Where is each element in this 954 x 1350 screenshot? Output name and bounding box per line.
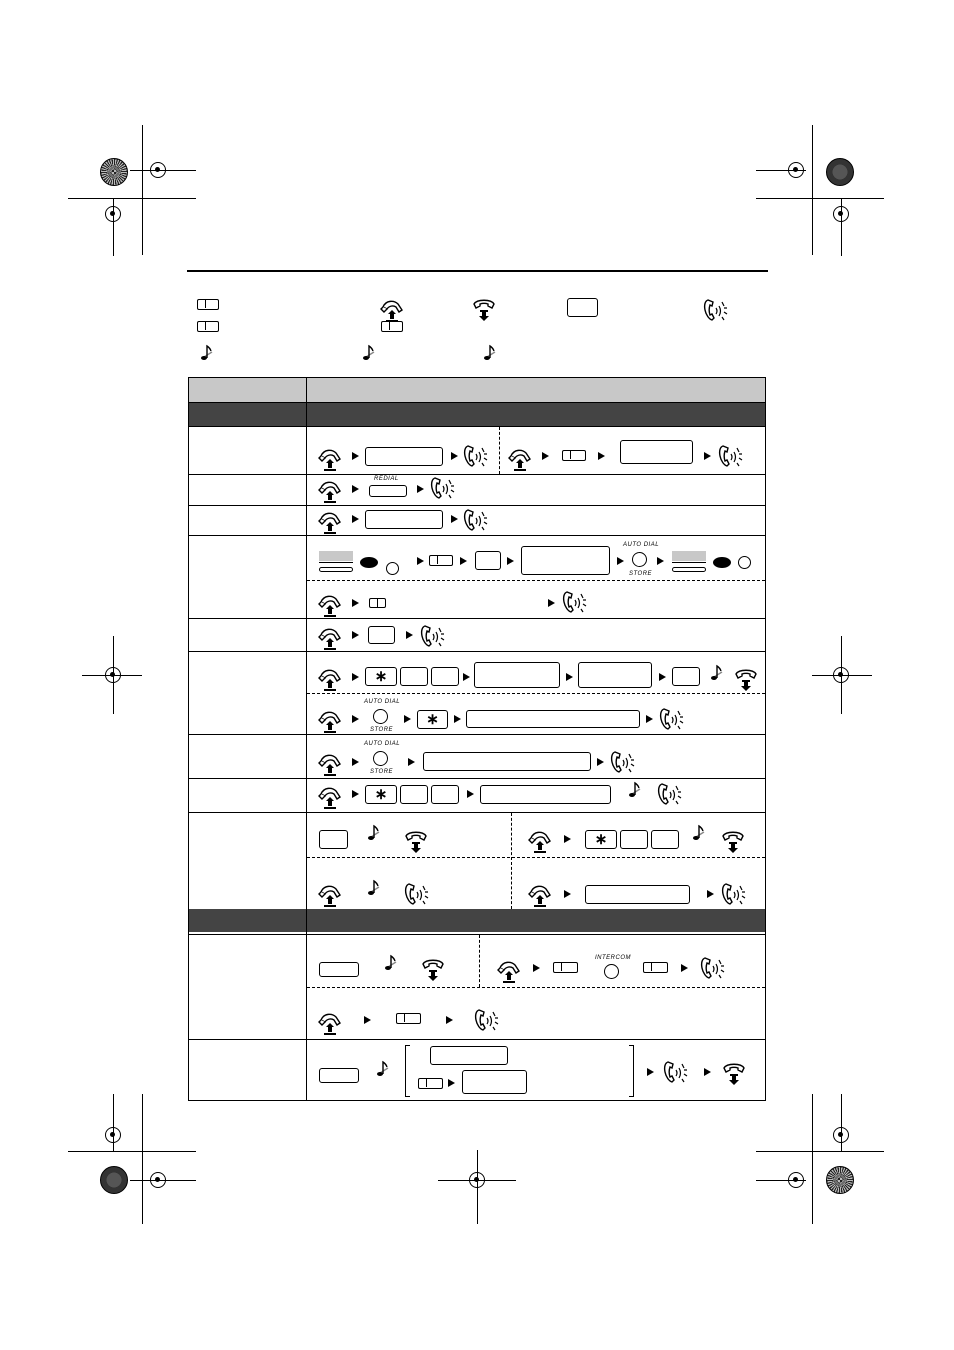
arrow-right-icon [352, 715, 359, 723]
auto-dial-label: AUTO DIAL [623, 542, 660, 548]
talk-icon [663, 1060, 689, 1084]
arrow-right-icon [533, 964, 540, 972]
button-icon [418, 1078, 443, 1089]
talk-icon [420, 624, 446, 648]
on-hook-icon [722, 1062, 746, 1086]
program-switch [319, 567, 353, 572]
confirmation-tone-icon [376, 1059, 390, 1077]
talk-icon [463, 444, 489, 468]
arrow-right-icon [352, 599, 359, 607]
talk-icon [721, 882, 747, 906]
on-hook-icon [734, 668, 758, 692]
on-hook-icon [404, 830, 428, 854]
off-hook-icon [318, 592, 342, 618]
talk-icon [718, 444, 744, 468]
button-icon [396, 1013, 421, 1024]
arrow-right-icon [507, 557, 514, 565]
store-label: STORE [629, 571, 653, 577]
redial-label: REDIAL [374, 476, 399, 482]
arrow-right-icon [364, 1016, 371, 1024]
off-hook-icon [528, 882, 552, 908]
key-icon [368, 626, 395, 644]
key-icon [400, 667, 428, 686]
arrow-right-icon [659, 673, 666, 681]
talk-icon [474, 1008, 500, 1032]
section-bar [189, 909, 765, 932]
number-box [462, 1070, 527, 1094]
arrow-right-icon [597, 758, 604, 766]
arrow-right-icon [657, 557, 664, 565]
auto-dial-label: AUTO DIAL [364, 741, 401, 747]
star-key[interactable]: ∗ [417, 710, 448, 729]
arrow-right-icon [564, 835, 571, 843]
column-separator [306, 378, 307, 1100]
store-label: STORE [370, 769, 394, 775]
star-key[interactable]: ∗ [585, 830, 617, 849]
arrow-right-icon [352, 515, 359, 523]
confirmation-tone-icon [483, 343, 497, 361]
button-icon [369, 598, 386, 608]
arrow-right-icon [704, 1068, 711, 1076]
key-icon [475, 551, 501, 570]
key-icon [319, 830, 348, 849]
button-icon [643, 962, 668, 973]
off-hook-icon [528, 828, 552, 854]
confirmation-tone-icon [362, 343, 376, 361]
off-hook-icon [318, 666, 342, 692]
key-icon [651, 830, 679, 849]
arrow-right-icon [451, 452, 458, 460]
auto-dial-store-button[interactable] [373, 709, 388, 724]
off-hook-icon [318, 784, 342, 810]
indicator-circle [738, 556, 751, 569]
arrow-right-icon [404, 715, 411, 723]
number-box [578, 662, 652, 688]
arrow-right-icon [451, 515, 458, 523]
on-hook-icon [472, 298, 496, 322]
intercom-button[interactable] [604, 964, 619, 979]
arrow-right-icon [446, 1016, 453, 1024]
arrow-right-icon [460, 557, 467, 565]
indicator-oval [360, 557, 378, 568]
talk-icon [700, 956, 726, 980]
arrow-right-icon [406, 631, 413, 639]
arrow-right-icon [542, 452, 549, 460]
arrow-right-icon [463, 673, 470, 681]
bracket-left [405, 1045, 410, 1097]
auto-dial-label: AUTO DIAL [364, 699, 401, 705]
number-box [480, 785, 611, 804]
button-icon [381, 321, 403, 332]
feature-table [188, 377, 766, 1101]
auto-dial-store-button[interactable] [373, 751, 388, 766]
confirmation-tone-icon [710, 663, 724, 681]
button-icon [429, 555, 453, 566]
number-box [365, 447, 443, 466]
arrow-right-icon [454, 715, 461, 723]
arrow-right-icon [408, 758, 415, 766]
header-rule [187, 270, 768, 272]
off-hook-icon [508, 446, 532, 472]
arrow-right-icon [598, 452, 605, 460]
confirmation-tone-icon [367, 878, 381, 896]
bracket-right [629, 1045, 634, 1097]
talk-icon [659, 707, 685, 731]
off-hook-icon [318, 751, 342, 777]
star-key[interactable]: ∗ [365, 667, 397, 686]
number-box [423, 752, 591, 771]
arrow-right-icon [352, 790, 359, 798]
arrow-right-icon [566, 673, 573, 681]
store-label: STORE [370, 727, 394, 733]
off-hook-icon [318, 478, 342, 504]
auto-dial-store-button[interactable] [632, 552, 647, 567]
arrow-right-icon [417, 485, 424, 493]
number-box [585, 885, 690, 904]
arrow-right-icon [467, 790, 474, 798]
off-hook-icon [318, 625, 342, 651]
number-box [521, 546, 610, 575]
off-hook-icon [497, 958, 521, 984]
key-icon [319, 962, 359, 977]
button-icon [197, 299, 219, 310]
button-icon [553, 962, 578, 973]
arrow-right-icon [707, 890, 714, 898]
number-box [430, 1046, 508, 1065]
display-tab [319, 551, 353, 561]
talk-icon [657, 782, 683, 806]
number-box [365, 510, 443, 529]
off-hook-icon [318, 446, 342, 472]
arrow-right-icon [352, 452, 359, 460]
on-hook-icon [421, 958, 445, 982]
off-hook-icon [318, 708, 342, 734]
key-icon [672, 667, 700, 686]
talk-icon [562, 590, 588, 614]
number-box [620, 440, 693, 464]
off-hook-icon [318, 509, 342, 535]
indicator-oval [713, 557, 731, 568]
arrow-right-icon [681, 964, 688, 972]
confirmation-tone-icon [200, 343, 214, 361]
confirmation-tone-icon [628, 780, 642, 798]
arrow-right-icon [564, 890, 571, 898]
on-hook-icon [721, 830, 745, 854]
key-icon [567, 298, 598, 317]
arrow-right-icon [417, 557, 424, 565]
talk-icon [610, 750, 636, 774]
talk-icon [463, 508, 489, 532]
off-hook-icon [380, 297, 404, 323]
arrow-right-icon [617, 557, 624, 565]
redial-button[interactable] [369, 485, 407, 497]
arrow-right-icon [352, 673, 359, 681]
indicator-circle [386, 562, 399, 575]
confirmation-tone-icon [367, 823, 381, 841]
key-icon [400, 785, 428, 804]
confirmation-tone-icon [692, 823, 706, 841]
talk-icon [404, 882, 430, 906]
off-hook-icon [318, 1010, 342, 1036]
program-switch [672, 567, 706, 572]
number-box [466, 710, 640, 728]
talk-icon [430, 476, 456, 500]
key-icon [431, 667, 459, 686]
star-key[interactable]: ∗ [365, 785, 397, 804]
off-hook-icon [318, 882, 342, 908]
confirmation-tone-icon [384, 953, 398, 971]
arrow-right-icon [352, 485, 359, 493]
intercom-label: INTERCOM [595, 955, 631, 961]
key-icon [620, 830, 648, 849]
arrow-right-icon [352, 758, 359, 766]
arrow-right-icon [548, 599, 555, 607]
key-icon [319, 1068, 359, 1083]
display-tab [672, 551, 706, 561]
section-bar [189, 403, 765, 426]
button-icon [562, 450, 586, 461]
number-box [474, 662, 560, 688]
key-icon [431, 785, 459, 804]
arrow-right-icon [647, 1068, 654, 1076]
arrow-right-icon [646, 715, 653, 723]
table-header [189, 378, 765, 403]
arrow-right-icon [352, 631, 359, 639]
arrow-right-icon [448, 1079, 455, 1087]
arrow-right-icon [704, 452, 711, 460]
button-icon [197, 321, 219, 332]
talk-icon [703, 298, 729, 322]
